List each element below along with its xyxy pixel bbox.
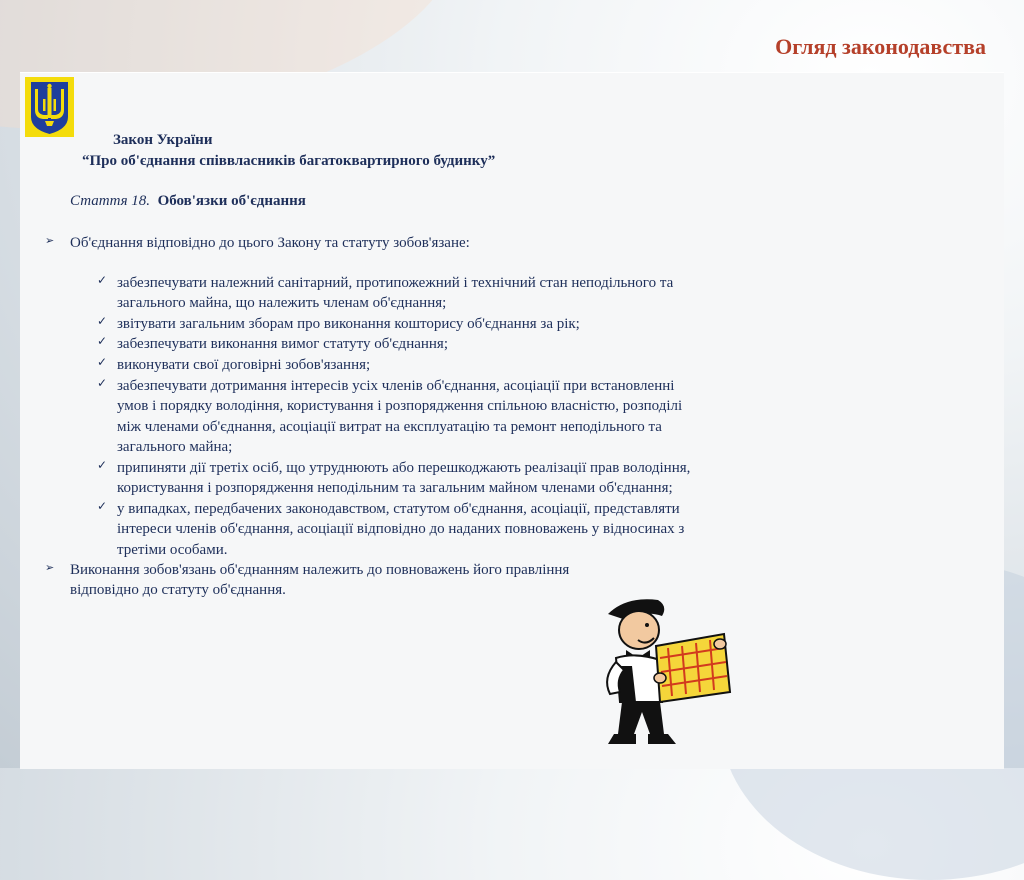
- article-heading: [70, 191, 306, 211]
- trident-coat-of-arms-icon: [25, 77, 74, 137]
- arrow-bullet-icon: ➢: [45, 235, 55, 247]
- duty-3: забезпечувати виконання вимог статуту об'єднання;: [117, 336, 448, 352]
- duty-2: звітувати загальним зборам про виконання кошторису об'єднання за рік;: [117, 316, 580, 332]
- checkmark-icon: ✓: [97, 499, 108, 513]
- article-title: Обов'язки об'єднання: [157, 193, 306, 209]
- duty-5-line-3: між членами об'єднання, асоціації витрат на експлуатацію та ремонт неподільного та: [117, 419, 662, 435]
- duty-4: виконувати свої договірні зобов'язання;: [117, 357, 371, 373]
- law-heading: Закон України: [113, 132, 213, 148]
- duty-1-line-1: забезпечувати належний санітарний, протипожежний і технічний стан неподільного та: [117, 275, 674, 291]
- point-2-line-2: відповідно до статуту об'єднання.: [70, 582, 286, 598]
- point-2-line-1: Виконання зобов'язань об'єднанням належить до повноважень його правління: [70, 562, 570, 578]
- duty-5-line-4: загального майна;: [117, 439, 233, 455]
- checkmark-icon: ✓: [97, 355, 108, 369]
- duty-6-line-2: користування і розпорядження неподільним та загальним майном членами об'єднання;: [117, 480, 673, 496]
- checkmark-icon: ✓: [97, 334, 108, 348]
- man-holding-chart-icon: [596, 594, 736, 754]
- slide-title: Огляд законодавства: [775, 34, 986, 59]
- law-name: “Про об'єднання співвласників багатоквартирного будинку”: [82, 153, 496, 169]
- checkmark-icon: ✓: [97, 273, 108, 287]
- duty-7-line-2: інтереси членів об'єднання, асоціації відповідно до наданих повноважень у відносинах з: [117, 521, 685, 537]
- duty-7-line-1: у випадках, передбачених законодавством, статутом об'єднання, асоціації, представляти: [117, 501, 680, 517]
- duty-6-line-1: припиняти дії третіх осіб, що утруднюють або перешкоджають реалізації прав володіння,: [117, 460, 691, 476]
- point-1: Об'єднання відповідно до цього Закону та статуту зобов'язане:: [70, 235, 470, 251]
- duty-5-line-1: забезпечувати дотримання інтересів усіх членів об'єднання, асоціації при встановленні: [117, 378, 675, 394]
- checkmark-icon: ✓: [97, 376, 108, 390]
- duty-5-line-2: умов і порядку володіння, користування і розпорядження спільною власністю, розподілі: [117, 398, 683, 414]
- article-label: Стаття 18.: [70, 193, 151, 209]
- checkmark-icon: ✓: [97, 458, 108, 472]
- arrow-bullet-icon: ➢: [45, 562, 55, 574]
- checkmark-icon: ✓: [97, 314, 108, 328]
- duty-1-line-2: загального майна, що належить членам об'єднання;: [117, 295, 447, 311]
- duty-7-line-3: третіми особами.: [117, 542, 228, 558]
